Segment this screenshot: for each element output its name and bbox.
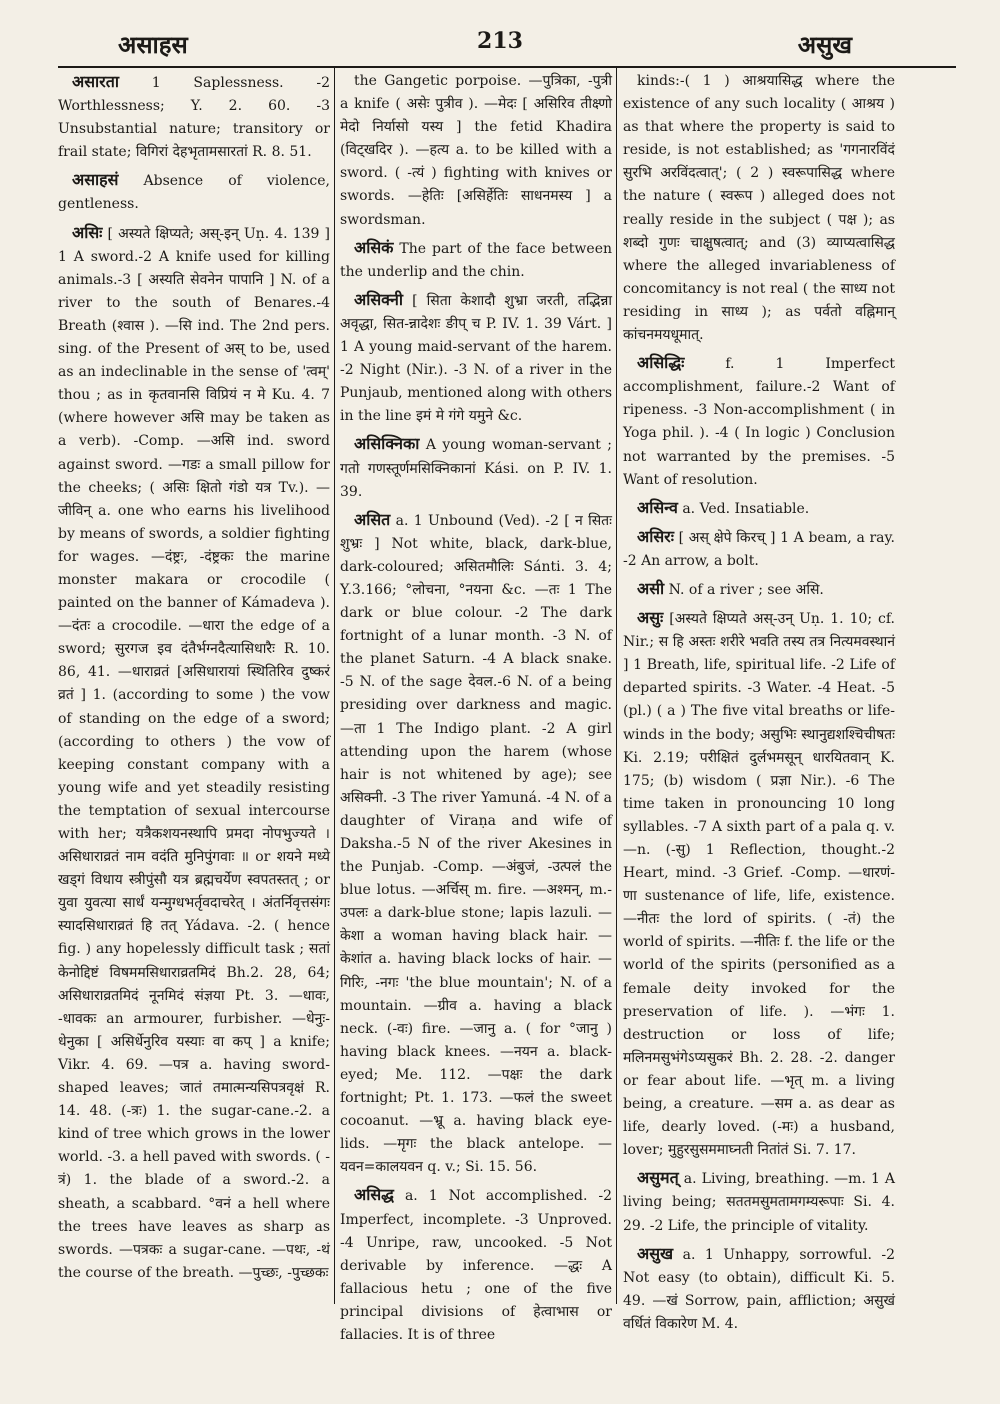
column-1 xyxy=(58,70,330,1302)
entry-headword: असित xyxy=(354,509,391,529)
entry-headword: असुख xyxy=(637,1243,674,1263)
entry-definition: [ सिता केशादौ शुभ्रा जरती, तद्भिन्ना अवृद्धा, सित-न्नादेशः ङीप् च P. IV. 1. 39 Várt. ] 1 A young maid-servant of the harem. -2 Night (Nir.). -3 N. of a river in the Punjaub, mentioned along with others in the line इमं मे गंगे यमुने &c. xyxy=(340,292,612,425)
entry-definition: A young woman-servant ; गतो गणस्तूर्णमसिक्निकानां Kási. on P. IV. 1. 39. xyxy=(340,437,613,500)
column-3 xyxy=(623,70,896,1332)
entry-definition: The part of the face between the underlip and the chin. xyxy=(340,240,612,280)
entry-headword: असारता xyxy=(72,72,119,91)
entry-definition: kinds:-( 1 ) आश्रयासिद्ध where the existence of any such locality ( आश्रय ) as that where the property is said to reside, is not established; as 'गगनारविंदं सुरभि अरविंदत्वात्'; ( 2 ) स्वरूपासिद्ध where the nature ( स्वरूप ) alleged does not really reside in the subject ( पक्ष ); as शब्दो गुणः चाक्षुषत्वात्; and (3) व्याप्यत्वासिद्ध where the alleged invariableness of concomitancy is not real ( the साध्य not residing in साध्य ); as पर्वतो वह्निमान् कांचनमयधूमात्. xyxy=(623,73,895,344)
entry-definition: [ अस् क्षेपे किरच् ] 1 A beam, a ray. -2 An arrow, a bolt. xyxy=(623,529,896,569)
entry-headword: असी xyxy=(637,578,665,598)
dictionary-entry xyxy=(340,70,612,232)
entry-headword: असाहसं xyxy=(72,170,119,190)
header-rule xyxy=(58,66,956,68)
entry-definition: N. of a river ; see असि. xyxy=(668,581,824,598)
dictionary-entry xyxy=(58,70,330,164)
dictionary-entry xyxy=(623,1166,895,1237)
entry-definition: f. 1 Imperfect accomplishment, failure.-2 Want of ripeness. -3 Non-accomplishment ( in Yoga phil. ). -4 ( In logic ) Conclusion not warranted by the premises. -5 Want of resolution. xyxy=(623,356,896,488)
entry-definition: a. Ved. Insatiable. xyxy=(682,500,810,517)
entry-headword: असिद्ध xyxy=(354,1185,394,1205)
entry-headword: असिद्धिः xyxy=(637,353,685,373)
entry-definition: a. 1 Unhappy, sorrowful. -2 Not easy (to obtain), difficult Ki. 5. 49. —खं Sorrow, pain, affliction; असुखं वर्धितं विकारेण M. 4. xyxy=(623,1246,896,1332)
entry-headword: असिः xyxy=(72,222,103,242)
entry-headword: असिक्निका xyxy=(354,434,420,454)
entry-definition: 1 Saplessness. -2 Worthlessness; Y. 2. 60. -3 Unsubstantial nature; transitory or frail state; विगिरां देहभृतामसारतां R. 8. 51. xyxy=(58,75,330,161)
dictionary-entry xyxy=(340,508,612,1180)
entry-headword: असुः xyxy=(637,608,664,628)
dictionary-entry xyxy=(58,168,330,216)
entry-definition: a. Living, breathing. —m. 1 A living being; सततमसुमतामगम्यरूपाः Si. 4. 29. -2 Life, the principle of vitality. xyxy=(623,1171,896,1234)
column-divider xyxy=(334,68,335,1304)
entry-headword: असिकं xyxy=(354,237,394,257)
dictionary-entry xyxy=(623,525,895,573)
dictionary-entry xyxy=(623,1242,895,1336)
dictionary-entry xyxy=(623,577,895,602)
entry-headword: असिरः xyxy=(637,526,674,546)
entry-definition: a. 1 Not accomplished. -2 Imperfect, incomplete. -3 Unproved. -4 Unripe, raw, uncooked. -5 Not derivable by inference. —द्धः A fallacious hetu ; one of the five principal divisions of हेत्वाभास or fallacies. It is of three xyxy=(340,1188,612,1343)
dictionary-entry xyxy=(58,221,330,1285)
entry-definition: [ अस्यते क्षिप्यते; अस्-इन् Uṇ. 4. 139 ] 1 A sword.-2 A knife used for killing animals.-3 [ अस्यति सेवनेन पापानि ] N. of a river to the south of Benares.-4 Breath (श्वास ). —सि ind. The 2nd pers. sing. of the Present of अस् to be, used as an indeclinable in the sense of 'त्वम्' thou ; as in कृतवानसि विप्रियं न मे Ku. 4. 7 (where however असि may be taken as a verb). -Comp. —असि ind. sword against sword. —गडः a small pillow for the cheeks; ( असिः क्षितो गंडो यत्र Tv.). —जीविन् a. one who earns his livelihood by means of swords, a soldier fighting for wages. —दंष्ट्रः, -दंष्ट्रकः the marine monster makara or crocodile ( painted on the banner of Kámadeva ). —दंतः a crocodile. —धारा the edge of a sword; सुरगज इव दंतैर्भग्नदैत्यासिधारैः R. 10. 86, 41. —धाराव्रतं [असिधारायां स्थितिरिव दुष्करं व्रतं ] 1. (according to some ) the vow of standing on the edge of a sword; (according to others ) the vow of keeping constant company with a young wife and yet steadily resisting the temptation of sexual intercourse with her; यत्रैकशयनस्थापि प्रमदा नोपभुज्यते । असिधाराव्रतं नाम वदंति मुनिपुंगवाः ॥ or शयने मध्ये खड्गं विधाय स्त्रीपुंसौ यत्र ब्रह्मचर्येण स्वपतस्तत् ; or युवा युवत्या सार्धं यन्मुग्धभर्तृवदाचरेत् । अंतर्निवृत्तसंगः स्यादसिधाराव्रतं हि तत् Yádava. -2. ( hence fig. ) any hopelessly difficult task ; सतां केनोद्दिष्टं विषममसिधाराव्रतमिदं Bh.2. 28, 64; असिधाराव्रतमिदं नूनमिदं संज्ञया Pt. 3. —धावः, -धावकः an armourer, furbisher. —धेनुः-धेनुका [ असिर्धेनुरिव यस्याः वा कप् ] a knife; Vikr. 4. 69. —पत्र a. having sword-shaped leaves; जातं तमात्मन्यसिपत्रवृक्षं R. 14. 48. (-त्रः) 1. the sugar-cane.-2. a kind of tree which grows in the lower world. -3. a hell paved with swords. ( -त्रं) 1. the blade of a sword.-2. a sheath, a scabbard. °वनं a hell where the trees have leaves as sharp as swords. —पत्रकः a sugar-cane. —पथः, -थं the course of the breath. —पुच्छः, -पुच्छकः xyxy=(58,225,330,1281)
entry-headword: असिक्नी xyxy=(354,289,403,309)
header-right-guideword: असुख xyxy=(797,30,852,59)
dictionary-entry xyxy=(623,606,895,1162)
dictionary-entry xyxy=(340,236,612,284)
dictionary-entry xyxy=(623,351,895,492)
header-left-guideword: असाहस xyxy=(118,30,188,59)
dictionary-entry xyxy=(340,432,612,503)
column-divider xyxy=(616,68,617,1304)
entry-headword: असुमत् xyxy=(637,1168,679,1188)
entry-definition: [अस्यते क्षिप्यते अस्-उन् Uṇ. 1. 10; cf. Nir.; स हि अस्तः शरीरे भवति तस्य तत्र नित्यमवस्थानं ] 1 Breath, life, spiritual life. -2 Life of departed spirits. -3 Water. -4 Heat. -5 (pl.) ( a ) The five vital breaths or life-winds in the body; असुभिः स्थानुद्यशश्चिचीषतः Ki. 2.19; परीक्षितं दुर्लभमसून् धारयितवान् K. 175; (b) wisdom ( प्रज्ञा Nir.). -6 The time taken in pronouncing 10 long syllables. -7 A sixth part of a pala q. v. —n. (-सु) 1 Reflection, thought.-2 Heart, mind. -3 Grief. -Comp. —धारणं-णा sustenance of life, life, existence. —नीतः the lord of spirits. ( -तं) the world of spirits. —नीतिः f. the life or the world of the spirits (personified as a female deity invoked for the preservation of life. ). —भंगः 1. destruction or loss of life; मलिनमसुभंगेऽप्यसुकरं Bh. 2. 28. -2. danger or fear about life. —भृत् m. a living being, a creature. —सम a. as dear as life, dearly loved. (-मः) a husband, lover; मुहुरसुसममाघ्नती नितांतं Si. 7. 17. xyxy=(623,611,896,1159)
entry-definition: a. 1 Unbound (Ved). -2 [ न सितः शुभ्रः ] Not white, black, dark-blue, dark-coloured; असितमौलिः Sánti. 3. 4; Y.3.166; °लोचना, °नयना &c. —तः 1 The dark or blue colour. -2 The dark fortnight of a lunar month. -3 N. of the planet Saturn. -4 A black snake. -5 N. of the sage देवल.-6 N. of a being presiding over darkness and magic. —ता 1 The Indigo plant. -2 A girl attending upon the harem (whose hair is not whitened by age); see असिक्नी. -3 The river Yamuná. -4 N. of a daughter of Viraṇa and wife of Daksha.-5 N of the river Akesines in the Punjab. -Comp. —अंबुजं, -उत्पलं the blue lotus. —अर्चिस् m. fire. —अश्मन्, m.-उपलः a dark-blue stone; lapis lazuli. —केशा a woman having black hair. —केशांत a. having black locks of hair. —गिरिः, -नगः 'the blue mountain'; N. of a mountain. —ग्रीव a. having a black neck. (-वः) fire. —जानु a. ( for °जानु ) having black knees. —नयन a. black-eyed; Me. 112. —पक्षः the dark fortnight; Pt. 1. 173. —फलं the sweet cocoanut. —भ्रू a. having black eye-lids. —मृगः the black antelope. —यवन=कालयवन q. v.; Si. 15. 56. xyxy=(340,512,612,1176)
page-number: 213 xyxy=(477,28,523,54)
dictionary-entry xyxy=(340,288,612,429)
dictionary-entry xyxy=(340,1183,612,1347)
entry-headword: असिन्व xyxy=(637,497,678,517)
entry-definition: Absence of violence, gentleness. xyxy=(58,173,330,213)
entry-definition: the Gangetic porpoise. —पुत्रिका, -पुत्री a knife ( असेः पुत्रीव ). —मेदः [ असिरिव तीक्ष्णो मेदो निर्यासो यस्य ] the fetid Khadira (विट्खदिर ). —हत्य a. to be killed with a sword. ( -त्यं ) fighting with knives or swords. —हेतिः [असिर्हेतिः साधनमस्य ] a swordsman. xyxy=(340,73,612,228)
dictionary-entry xyxy=(623,70,895,347)
dictionary-entry xyxy=(623,496,895,521)
column-2 xyxy=(340,70,613,1343)
